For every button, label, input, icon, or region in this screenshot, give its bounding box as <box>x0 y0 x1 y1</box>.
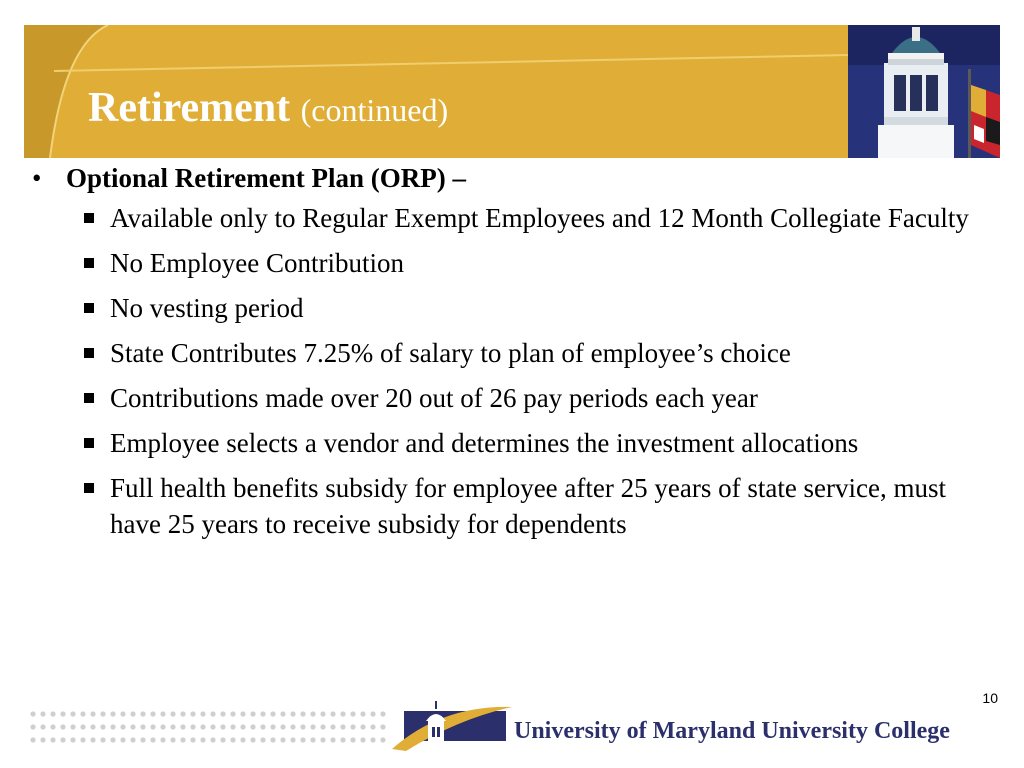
decor-dot <box>70 711 75 716</box>
decor-dot <box>50 724 55 729</box>
title-main: Retirement <box>88 85 291 131</box>
decor-dot <box>290 724 295 729</box>
decor-dot <box>240 711 245 716</box>
decor-dot <box>230 711 235 716</box>
decor-dot <box>310 711 315 716</box>
decor-dot <box>220 724 225 729</box>
decor-dot <box>40 711 45 716</box>
list-item <box>32 290 992 326</box>
list-item-text: No Employee Contribution <box>110 248 404 278</box>
decor-dot <box>230 737 235 742</box>
decor-dot <box>150 711 155 716</box>
list-item-text: No vesting period <box>110 293 304 323</box>
decor-dot <box>90 737 95 742</box>
decor-dot <box>280 711 285 716</box>
decor-dot <box>300 724 305 729</box>
decor-dot <box>140 724 145 729</box>
decor-dot <box>130 711 135 716</box>
decor-dot <box>80 724 85 729</box>
decor-dot <box>320 737 325 742</box>
decor-dot <box>240 737 245 742</box>
square-bullet-icon <box>84 213 94 223</box>
decor-dot <box>200 724 205 729</box>
decor-dot <box>30 711 35 716</box>
bullet-dot-icon: • <box>32 163 42 193</box>
bullet-orp <box>32 160 992 196</box>
decor-dot <box>120 724 125 729</box>
decor-dot <box>60 724 65 729</box>
decor-dot <box>350 711 355 716</box>
decor-dot <box>240 724 245 729</box>
decor-dot <box>60 711 65 716</box>
decor-dot <box>210 724 215 729</box>
decor-dot <box>310 737 315 742</box>
decor-dot <box>90 724 95 729</box>
decor-dot <box>200 737 205 742</box>
decor-dot <box>30 724 35 729</box>
square-bullet-icon <box>84 393 94 403</box>
orp-details-list <box>32 200 992 542</box>
decor-dot <box>100 711 105 716</box>
decor-dot <box>270 737 275 742</box>
decor-dot <box>300 711 305 716</box>
decor-dot <box>220 737 225 742</box>
umuc-logo-icon <box>392 697 512 753</box>
decor-dot <box>250 737 255 742</box>
decor-dot <box>70 737 75 742</box>
decor-dot <box>220 711 225 716</box>
decor-dot <box>280 724 285 729</box>
decor-dot <box>40 724 45 729</box>
square-bullet-icon <box>84 303 94 313</box>
decor-dot <box>30 737 35 742</box>
decor-dot <box>360 711 365 716</box>
decor-dot <box>50 737 55 742</box>
decor-dot <box>330 724 335 729</box>
decor-dot <box>230 724 235 729</box>
list-item-text: Available only to Regular Exempt Employees and 12 Month Collegiate Faculty <box>110 203 969 233</box>
decor-dot <box>290 711 295 716</box>
decor-dot <box>340 737 345 742</box>
dot-pattern-decoration <box>28 708 388 748</box>
decor-dot <box>90 711 95 716</box>
title-continued: (continued) <box>300 92 449 128</box>
decor-dot <box>160 711 165 716</box>
decor-dot <box>380 711 385 716</box>
decor-dot <box>260 711 265 716</box>
decor-dot <box>190 724 195 729</box>
decor-dot <box>120 737 125 742</box>
decor-dot <box>380 737 385 742</box>
decor-dot <box>350 724 355 729</box>
decor-dot <box>260 724 265 729</box>
bullet-orp-heading: Optional Retirement Plan (ORP) – <box>66 163 466 193</box>
list-item <box>32 380 992 416</box>
decor-dot <box>110 724 115 729</box>
list-item <box>32 425 992 461</box>
decor-dot <box>270 724 275 729</box>
header-thin-line <box>54 55 848 71</box>
decor-dot <box>300 737 305 742</box>
square-bullet-icon <box>84 438 94 448</box>
list-item-text: Contributions made over 20 out of 26 pay periods each year <box>110 383 758 413</box>
decor-dot <box>120 711 125 716</box>
decor-dot <box>180 711 185 716</box>
building-cupola-photo <box>848 25 1000 158</box>
decor-dot <box>250 724 255 729</box>
decor-dot <box>210 737 215 742</box>
decor-dot <box>250 711 255 716</box>
decor-dot <box>140 737 145 742</box>
decor-dot <box>180 724 185 729</box>
decor-dot <box>160 737 165 742</box>
decor-dot <box>200 711 205 716</box>
decor-dot <box>340 711 345 716</box>
decor-dot <box>170 737 175 742</box>
decor-dot <box>110 737 115 742</box>
decor-dot <box>210 711 215 716</box>
list-item <box>32 470 992 542</box>
decor-dot <box>330 737 335 742</box>
decor-dot <box>150 737 155 742</box>
page-number: 10 <box>982 690 998 706</box>
list-item-text: State Contributes 7.25% of salary to plan of employee’s choice <box>110 338 791 368</box>
decor-dot <box>260 737 265 742</box>
list-item-text: Employee selects a vendor and determines the investment allocations <box>110 428 859 458</box>
square-bullet-icon <box>84 483 94 493</box>
decor-dot <box>40 737 45 742</box>
decor-dot <box>280 737 285 742</box>
decor-dot <box>100 724 105 729</box>
square-bullet-icon <box>84 348 94 358</box>
decor-dot <box>170 711 175 716</box>
decor-dot <box>270 711 275 716</box>
decor-dot <box>290 737 295 742</box>
decor-dot <box>110 711 115 716</box>
decor-dot <box>140 711 145 716</box>
decor-dot <box>310 724 315 729</box>
decor-dot <box>340 724 345 729</box>
decor-dot <box>150 724 155 729</box>
decor-dot <box>60 737 65 742</box>
decor-dot <box>70 724 75 729</box>
list-item <box>32 200 992 236</box>
decor-dot <box>50 711 55 716</box>
decor-dot <box>190 737 195 742</box>
decor-dot <box>370 711 375 716</box>
decor-dot <box>170 724 175 729</box>
decor-dot <box>370 737 375 742</box>
decor-dot <box>360 737 365 742</box>
decor-dot <box>370 724 375 729</box>
decor-dot <box>80 711 85 716</box>
decor-dot <box>80 737 85 742</box>
decor-dot <box>160 724 165 729</box>
decor-dot <box>190 711 195 716</box>
decor-dot <box>350 737 355 742</box>
slide-title <box>88 84 448 134</box>
list-item <box>32 335 992 371</box>
decor-dot <box>380 724 385 729</box>
list-item <box>32 245 992 281</box>
decor-dot <box>320 711 325 716</box>
list-item-text: Full health benefits subsidy for employee after 25 years of state service, must have 25 years to receive subsidy for dependents <box>110 473 947 539</box>
decor-dot <box>100 737 105 742</box>
slide-content <box>32 160 992 551</box>
decor-dot <box>130 724 135 729</box>
decor-dot <box>360 724 365 729</box>
decor-dot <box>330 711 335 716</box>
square-bullet-icon <box>84 258 94 268</box>
decor-dot <box>130 737 135 742</box>
decor-dot <box>320 724 325 729</box>
decor-dot <box>180 737 185 742</box>
university-name: University of Maryland University College <box>514 718 950 744</box>
